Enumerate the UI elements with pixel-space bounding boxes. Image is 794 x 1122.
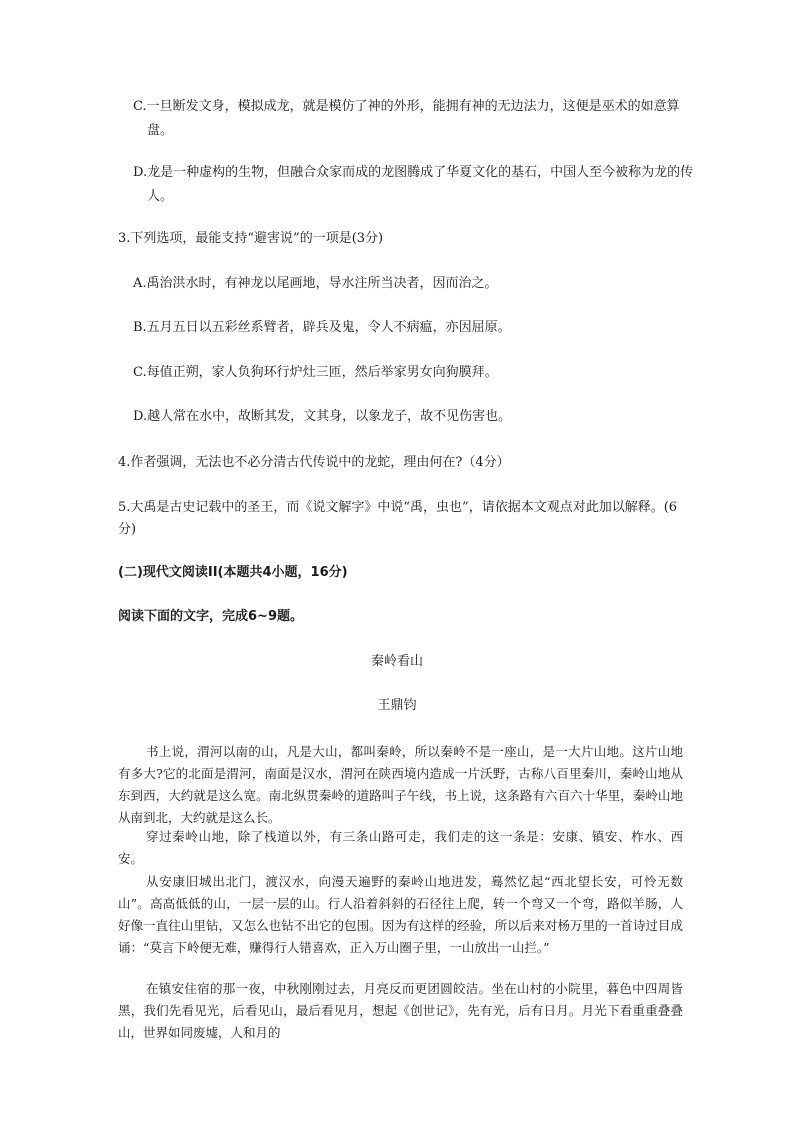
q3-option-d: D.越人常在水中，故断其发，文其身，以象龙子，故不见伤害也。 xyxy=(133,409,512,424)
article-paragraph-2: 穿过秦岭山地，除了栈道以外，有三条山路可走，我们走的这一条是：安康、镇安、柞水、西安。 xyxy=(118,829,683,866)
q4-text: 4.作者强调，无法也不必分清古代传说中的龙蛇，理由何在?（4分） xyxy=(118,455,510,470)
q5-text: 5.大禹是古史记载中的圣王，而《说文解字》中说“禹，虫也”，请依据本文观点对此加以解释。(6分) xyxy=(118,500,678,537)
q2-option-d: D.龙是一种虚构的生物，但融合众家而成的龙图腾成了华夏文化的基石，中国人至今被称为龙的传人。 xyxy=(133,165,694,204)
article-paragraph-3: 从安康旧城出北门，渡汉水，向漫天遍野的秦岭山地进发，蓦然忆起“西北望长安，可怜无数山”。高高低低的山，一层一层的山。行人沿着斜斜的石径往上爬，转一个弯又一个弯，路似羊肠，人好像一直往山里钻，又怎么也钻不出它的包围。因为有这样的经验，所以后来对杨万里的一首诗过目成诵：“莫言下岭便无难，赚得行人错喜欢，正入万山圈子里，一山放出一山拦。” xyxy=(118,874,683,955)
q2-option-c: C.一旦断发文身，模拟成龙，就是模仿了神的外形，能拥有神的无边法力，这便是巫术的如意算盘。 xyxy=(133,99,680,138)
article-title: 秦岭看山 xyxy=(370,654,423,669)
section-heading: (二)现代文阅读II(本题共4小题，16分) xyxy=(118,565,348,580)
q3-option-b: B.五月五日以五彩丝系臂者，辟兵及鬼，令人不病瘟，亦因屈原。 xyxy=(133,320,511,335)
q3-stem: 3.下列选项，最能支持“避害说”的一项是(3分) xyxy=(118,231,384,246)
article-paragraph-4: 在镇安住宿的那一夜，中秋刚刚过去，月亮反而更团圆皎洁。坐在山村的小院里，暮色中四周皆黑，我们先看见光，后看见山，最后看见月，想起《创世记》，先有光，后有日月。月光下看重重叠叠山，世界如同废墟，人和月的 xyxy=(118,981,683,1040)
q3-option-a: A.禹治洪水时，有神龙以尾画地，导水注所当决者，因而治之。 xyxy=(133,276,498,291)
section-instruction: 阅读下面的文字，完成6~9题。 xyxy=(118,609,303,624)
article-author: 王鼎钧 xyxy=(377,698,417,713)
article-paragraph-1: 书上说，渭河以南的山，凡是大山，都叫秦岭，所以秦岭不是一座山，是一大片山地。这片山地有多大?它的北面是渭河，南面是汉水，渭河在陕西境内造成一片沃野，古称八百里秦川，秦岭山地从东到西，大约就是这么宽。南北纵贯秦岭的道路叫子午线，书上说，这条路有六百六十华里，秦岭山地从南到北，大约就是这么长。 xyxy=(118,744,683,825)
q3-option-c: C.每值正朔，家人负狗环行炉灶三匝，然后举家男女向狗膜拜。 xyxy=(133,365,498,380)
